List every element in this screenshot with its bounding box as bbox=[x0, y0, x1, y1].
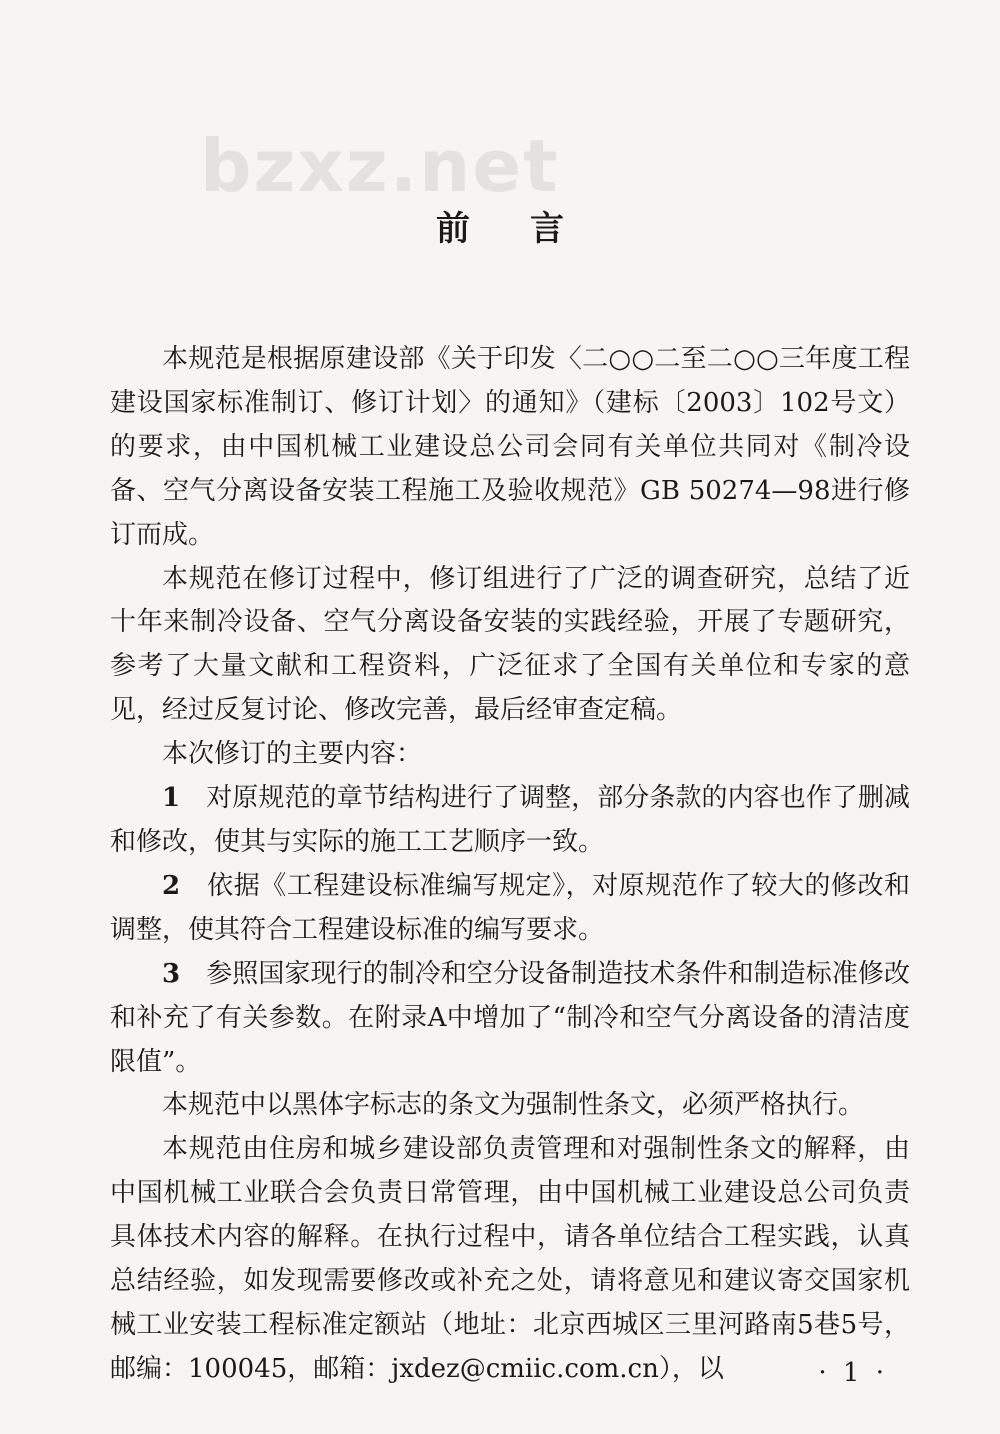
list-item-text: 依据《工程建设标准编写规定》，对原规范作了较大的修改和调整，使其符合工程建设标准的编写要求。 bbox=[110, 870, 910, 945]
paragraph: 本规范是根据原建设部《关于印发〈二○○二至二○○三年度工程建设国家标准制订、修订计划〉的通知》（建标〔2003〕102号文）的要求，由中国机械工业建设总公司会同有关单位共同对《制冷设备、空气分离设备安装工程施工及验收规范》GB 50274—98进行修订而成。 bbox=[110, 344, 910, 550]
paragraph: 本规范中以黑体字标志的条文为强制性条文，必须严格执行。 bbox=[162, 1090, 865, 1121]
paragraph: 本次修订的主要内容： bbox=[162, 739, 423, 770]
list-item bbox=[110, 865, 910, 953]
page-number: · 1 · bbox=[818, 1358, 888, 1388]
list-item-number: 2 bbox=[162, 870, 181, 901]
body-text bbox=[110, 338, 910, 1392]
list-item-text: 参照国家现行的制冷和空分设备制造技术条件和制造标准修改和补充了有关参数。在附录A中增加了“制冷和空气分离设备的清洁度限值”。 bbox=[110, 958, 910, 1077]
page-title: 前言 bbox=[436, 209, 624, 249]
paragraph: 本规范在修订过程中，修订组进行了广泛的调查研究，总结了近十年来制冷设备、空气分离设备安装的实践经验，开展了专题研究，参考了大量文献和工程资料，广泛征求了全国有关单位和专家的意见，经过反复讨论、修改完善，最后经审查定稿。 bbox=[110, 563, 910, 726]
list-item bbox=[110, 953, 910, 1085]
list-item-number: 1 bbox=[162, 783, 181, 814]
watermark: bzxz.net bbox=[200, 124, 560, 208]
list-item-number: 3 bbox=[162, 958, 181, 989]
list-item-text: 对原规范的章节结构进行了调整，部分条款的内容也作了删减和修改，使其与实际的施工工艺顺序一致。 bbox=[110, 783, 910, 857]
paragraph: 本规范由住房和城乡建设部负责管理和对强制性条文的解释，由中国机械工业联合会负责日常管理，由中国机械工业建设总公司负责具体技术内容的解释。在执行过程中，请各单位结合工程实践，认真总结经验，如发现需要修改或补充之处，请将意见和建议寄交国家机械工业安装工程标准定额站（地址：北京西城区三里河路南5巷5号，邮编：100045，邮箱：jxdez@cmiic.com.cn），以 bbox=[110, 1134, 910, 1384]
list-item bbox=[110, 777, 910, 865]
